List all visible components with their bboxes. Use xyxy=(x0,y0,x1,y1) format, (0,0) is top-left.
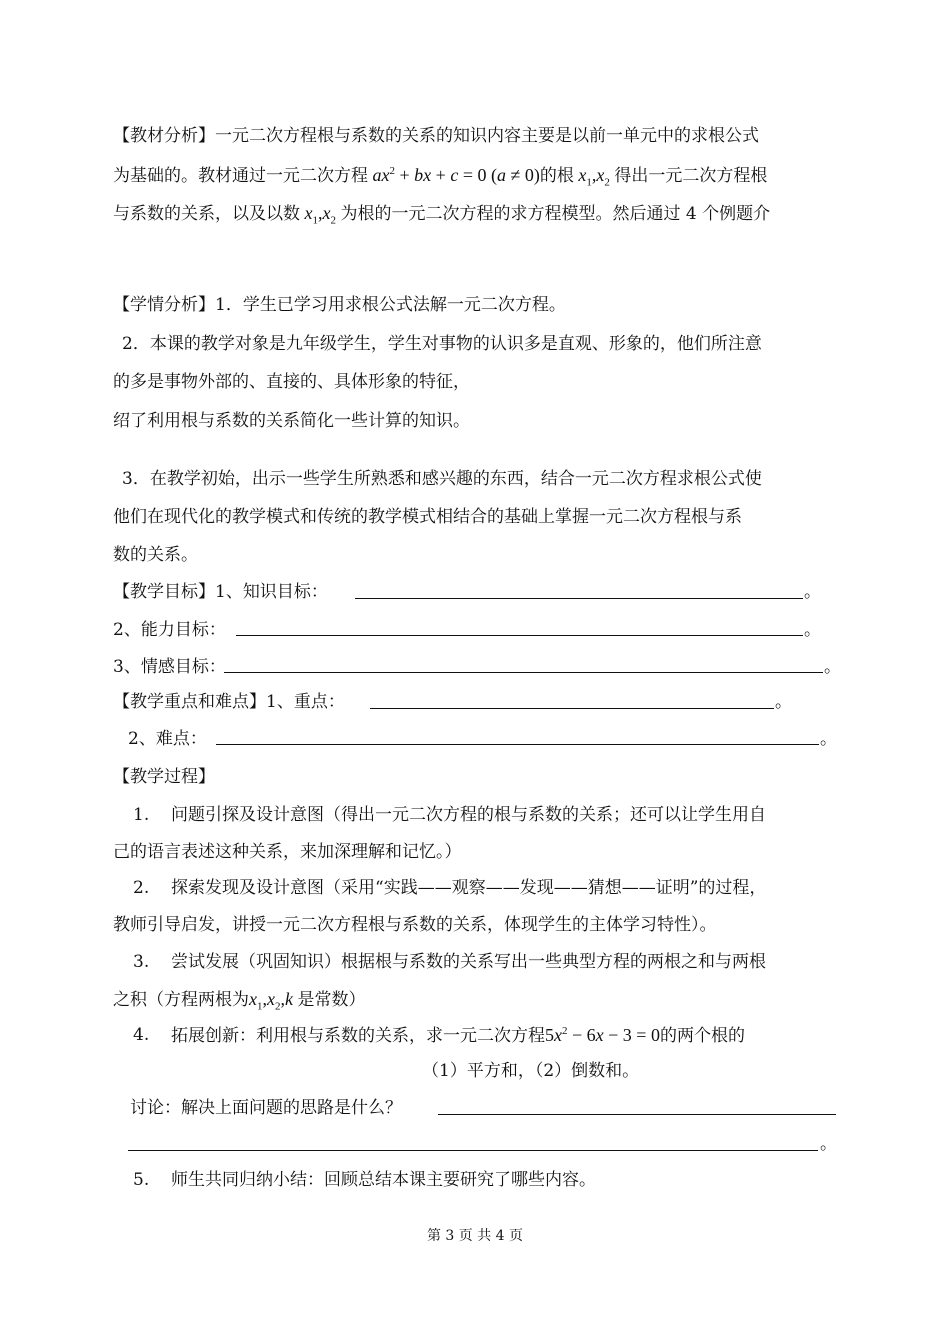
student-analysis-line-6: 他们在现代化的教学模式和传统的教学模式相结合的基础上掌握一元二次方程根与系 xyxy=(113,507,742,527)
objective-emotion-label: 3、情感目标： xyxy=(113,657,226,677)
period: 。 xyxy=(820,729,837,749)
constants-x1-x2-k: $x_1,x_2,k$ xyxy=(249,989,298,1013)
text-segment: 为基础的。教材通过一元二次方程 xyxy=(113,166,368,186)
text-segment: 的根 xyxy=(539,166,574,186)
student-analysis-line-4: 绍了利用根与系数的关系简化一些计算的知识。 xyxy=(113,411,470,431)
process-item-2-line-2: 教师引导启发，讲授一元二次方程根与系数的关系，体现学生的主体学习特性）。 xyxy=(113,915,717,935)
process-item-4-subparts: （1）平方和，（2）倒数和。 xyxy=(422,1061,640,1081)
student-analysis-line-1: 【学情分析】1．学生已学习用求根公式法解一元二次方程。 xyxy=(113,295,566,315)
text-segment: 的两个根的 xyxy=(659,1026,745,1046)
period: 。 xyxy=(824,657,841,677)
item-number: 4. xyxy=(133,1025,150,1045)
item-number: 5. xyxy=(133,1170,150,1190)
text-segment: 拓展创新：利用根与系数的关系，求一元二次方程 xyxy=(171,1026,545,1046)
key-point-label: 【教学重点和难点】1、重点： xyxy=(113,692,345,712)
quadratic-equation: $ax^2$ + bx + c = 0 (a ≠ 0) xyxy=(368,165,540,185)
item-number: 1. xyxy=(133,805,150,825)
roots-x1-x2: $x_1,x_2$ xyxy=(300,203,336,227)
textbook-analysis-line-3 xyxy=(113,202,770,225)
objective-ability-label: 2、能力目标： xyxy=(113,620,226,640)
student-analysis-line-5: 3．在教学初始，出示一些学生所熟悉和感兴趣的东西，结合一元二次方程求根公式使 xyxy=(122,469,762,489)
process-item-1-line-1: 问题引探及设计意图（得出一元二次方程的根与系数的关系；还可以让学生用自 xyxy=(171,805,766,825)
process-heading: 【教学过程】 xyxy=(113,767,215,787)
text-segment: 是常数） xyxy=(297,990,366,1010)
difficulty-blank[interactable] xyxy=(216,744,819,745)
item-number: 3. xyxy=(133,952,150,972)
student-analysis-line-3: 的多是事物外部的、直接的、具体形象的特征， xyxy=(113,372,470,392)
roots-x1-x2: $x_1,x_2$ xyxy=(573,165,610,189)
process-item-2-line-1: 探索发现及设计意图（采用“实践——观察——发现——猜想——证明”的过程， xyxy=(171,878,767,898)
textbook-analysis-line-1: 【教材分析】一元二次方程根与系数的关系的知识内容主要是以前一单元中的求根公式 xyxy=(113,126,759,146)
objective-knowledge-label: 【教学目标】1、知识目标： xyxy=(113,582,328,602)
textbook-analysis-line-2 xyxy=(113,164,767,187)
student-analysis-line-7: 数的关系。 xyxy=(113,545,198,565)
student-analysis-line-2: 2．本课的教学对象是九年级学生，学生对事物的认识多是直观、形象的，他们所注意 xyxy=(122,334,762,354)
discussion-label: 讨论：解决上面问题的思路是什么？ xyxy=(130,1098,402,1118)
text-segment: 之积（方程两根为 xyxy=(113,990,249,1010)
item-number: 2. xyxy=(133,878,150,898)
process-item-3-line-2 xyxy=(113,988,366,1011)
discussion-answer-blank-2[interactable] xyxy=(128,1150,818,1151)
page-footer: 第 3 页 共 4 页 xyxy=(426,1228,524,1244)
period: 。 xyxy=(804,582,821,602)
process-item-5: 师生共同归纳小结：回顾总结本课主要研究了哪些内容。 xyxy=(171,1170,596,1190)
period: 。 xyxy=(820,1134,837,1154)
knowledge-objective-blank[interactable] xyxy=(355,598,803,599)
equation-5x2-6x-3: $5x^2 - 6x - 3 = 0$ xyxy=(545,1025,660,1045)
period: 。 xyxy=(804,620,821,640)
text-segment: 得出一元二次方程根 xyxy=(614,166,768,186)
text-segment: 为根的一元二次方程的求方程模型。然后通过 4 个例题介 xyxy=(340,204,771,224)
emotion-objective-blank[interactable] xyxy=(224,672,823,673)
difficulty-label: 2、难点： xyxy=(128,729,207,749)
process-item-1-line-2: 己的语言表述这种关系，来加深理解和记忆。） xyxy=(113,842,462,862)
text-segment: 与系数的关系，以及以数 xyxy=(113,204,300,224)
key-point-blank[interactable] xyxy=(370,708,774,709)
discussion-answer-blank-1[interactable] xyxy=(438,1114,836,1115)
process-item-4-line-1 xyxy=(171,1024,745,1047)
process-item-3-line-1: 尝试发展（巩固知识）根据根与系数的关系写出一些典型方程的两根之和与两根 xyxy=(171,952,766,972)
period: 。 xyxy=(775,692,792,712)
ability-objective-blank[interactable] xyxy=(236,635,803,636)
